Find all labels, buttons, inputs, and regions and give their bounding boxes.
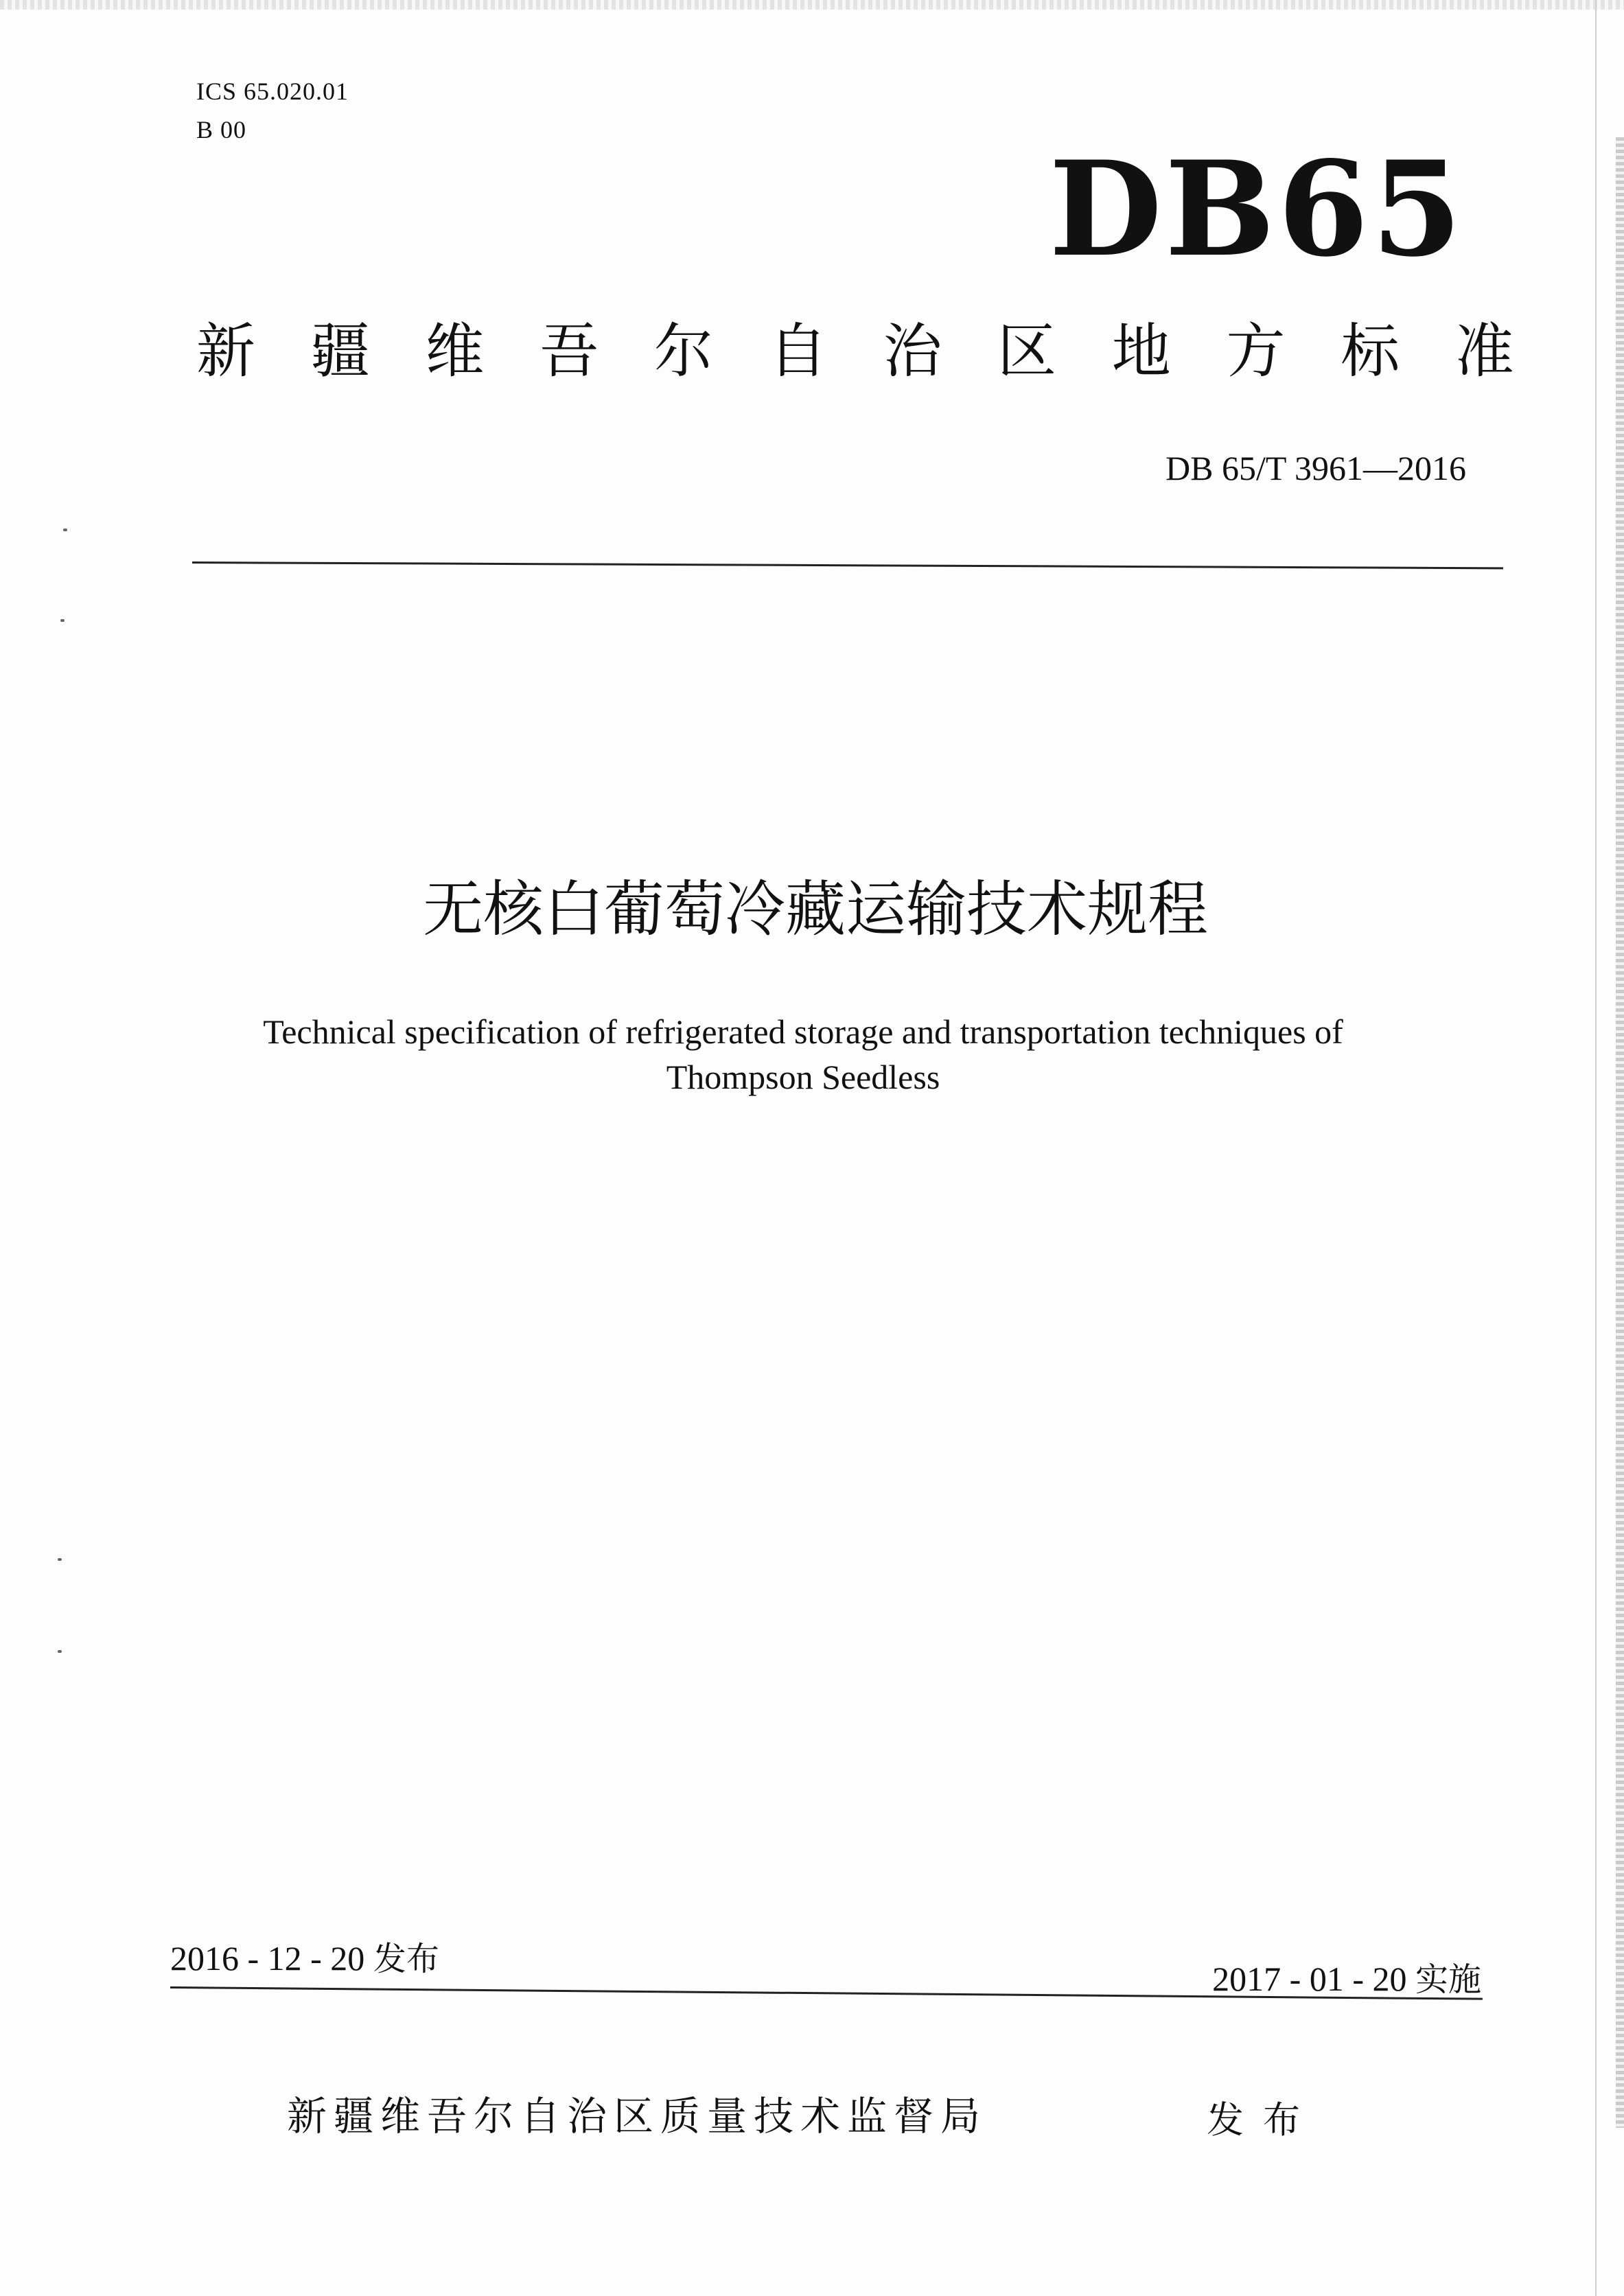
scan-speck xyxy=(63,529,67,531)
standard-category-title xyxy=(196,317,1514,386)
category-char: 维 xyxy=(425,317,485,386)
publisher-name: 新疆维吾尔自治区质量技术监督局 xyxy=(287,2093,988,2140)
category-char: 标 xyxy=(1341,317,1400,386)
scan-edge-right xyxy=(1616,137,1624,2128)
implementation-date-value: 2017 - 01 - 20 xyxy=(1212,1960,1407,1998)
category-char: 区 xyxy=(997,317,1057,386)
scan-line-right xyxy=(1595,0,1597,2296)
document-title-english xyxy=(151,1009,1455,1100)
document-title-chinese: 无核白葡萄冷藏运输技术规程 xyxy=(422,874,1208,944)
issue-date-label: 发布 xyxy=(373,1940,439,1978)
category-char: 吾 xyxy=(540,317,599,386)
category-char: 准 xyxy=(1454,317,1514,386)
scan-speck xyxy=(58,1650,62,1653)
english-title-line: Technical specification of refrigerated storage and transportation techniques of xyxy=(263,1012,1343,1051)
scan-edge-top xyxy=(0,0,1624,10)
issue-date-value: 2016 - 12 - 20 xyxy=(170,1939,365,1978)
publish-label: 发布 xyxy=(1207,2098,1319,2142)
issue-date xyxy=(170,1936,439,1982)
ics-code: ICS 65.020.01 xyxy=(196,78,349,105)
category-char: 尔 xyxy=(653,317,713,386)
standard-number: DB 65/T 3961—2016 xyxy=(1165,449,1466,487)
category-char: 疆 xyxy=(310,317,370,386)
category-char: 治 xyxy=(883,317,942,386)
scan-speck xyxy=(58,1558,62,1561)
db65-logo: DB65 xyxy=(1049,132,1465,286)
ccs-code: B 00 xyxy=(196,116,247,143)
classification-codes xyxy=(196,72,349,149)
scan-speck xyxy=(60,619,65,622)
divider-top xyxy=(192,561,1503,569)
category-char: 新 xyxy=(196,317,255,386)
category-char: 地 xyxy=(1111,317,1171,386)
category-char: 方 xyxy=(1226,317,1286,386)
english-title-line: Thompson Seedless xyxy=(666,1058,940,1096)
implementation-date-label: 实施 xyxy=(1415,1960,1481,1999)
category-char: 自 xyxy=(768,317,828,386)
